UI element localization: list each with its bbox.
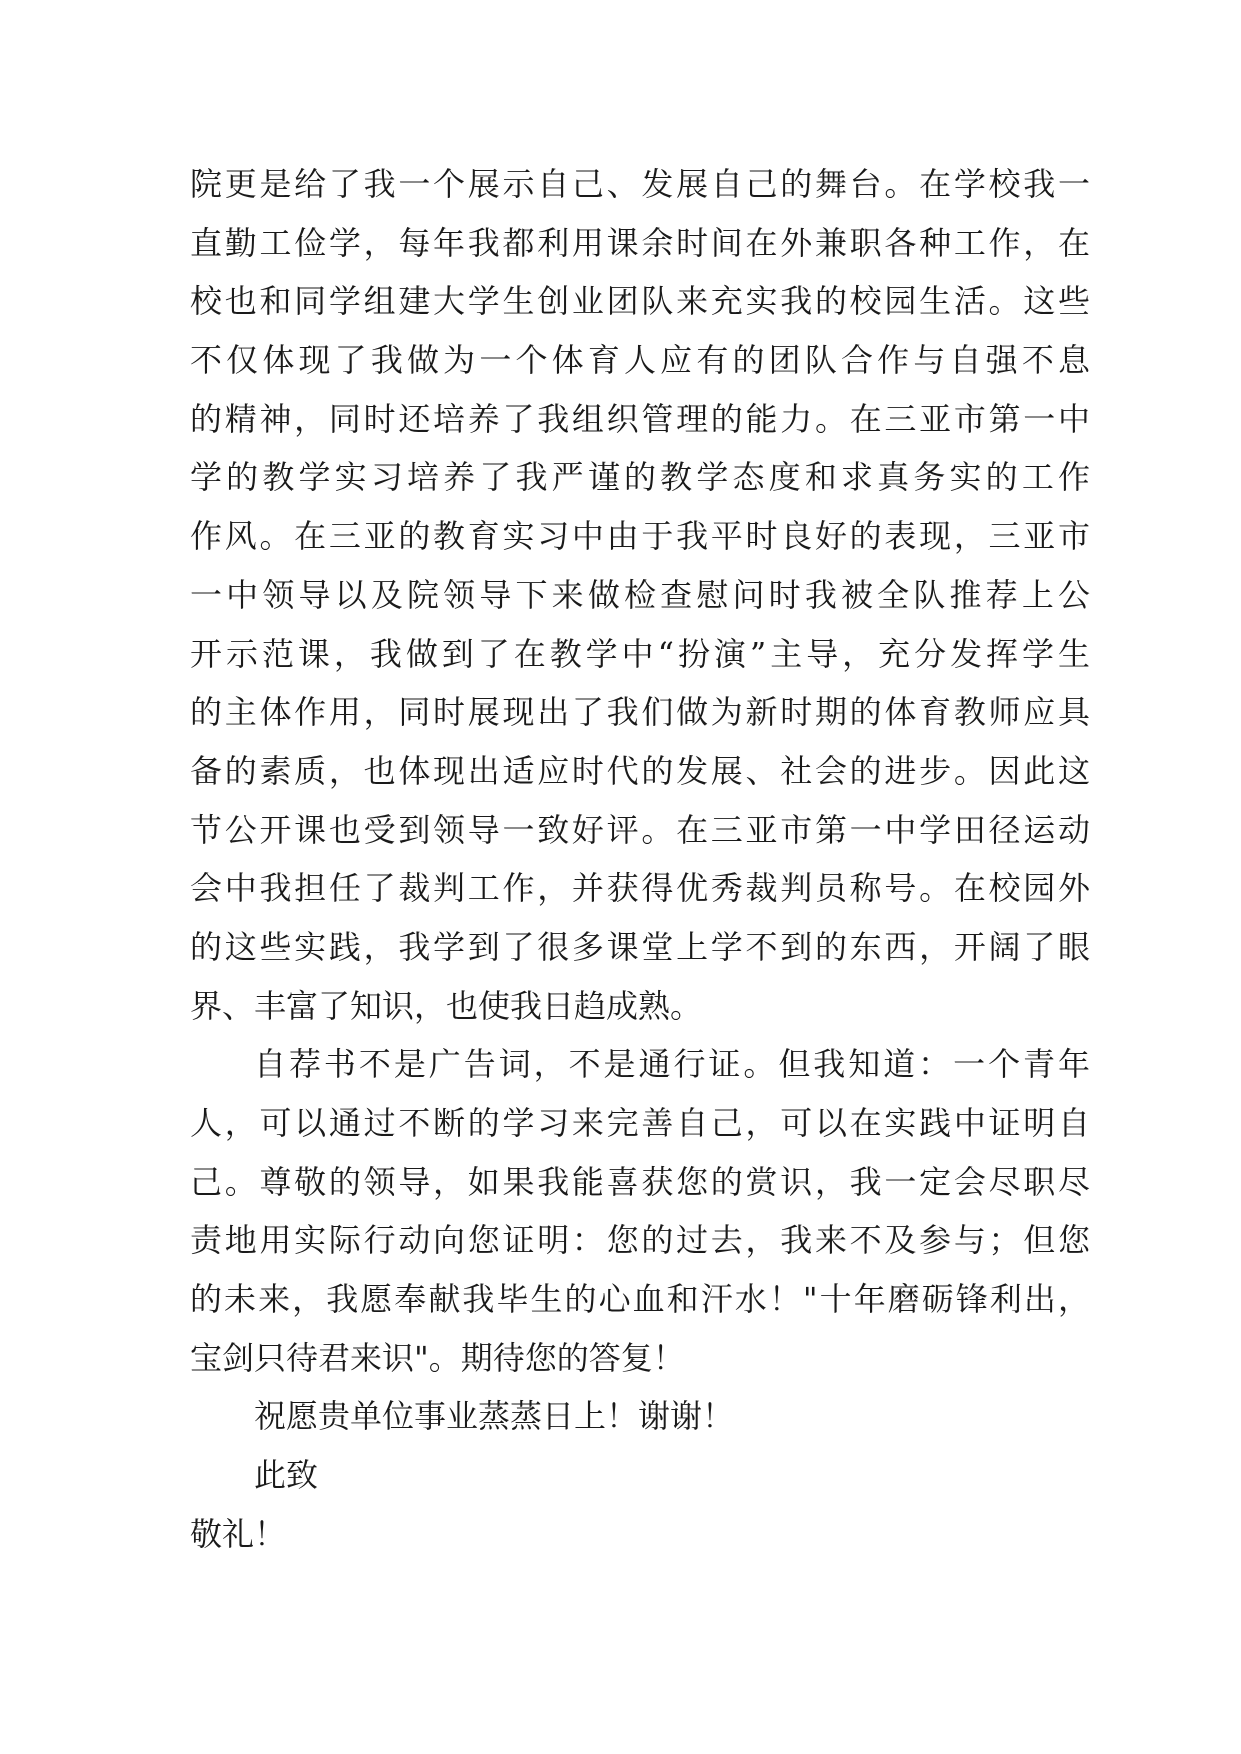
text-line: 己。尊敬的领导，如果我能喜获您的赏识，我一定会尽职尽	[190, 1162, 1090, 1201]
text-line: 人，可以通过不断的学习来完善自己，可以在实践中证明自	[190, 1104, 1090, 1142]
text-line: 作风。在三亚的教育实习中由于我平时良好的表现，三亚市	[190, 517, 1090, 556]
text-line: 自荐书不是广告词，不是通行证。但我知道：一个青年	[254, 1045, 1090, 1084]
text-line: 开示范课，我做到了在教学中“扮演”主导，充分发挥学生	[190, 634, 1090, 673]
text-line: 界、丰富了知识，也使我日趋成熟。	[190, 986, 703, 1025]
text-line: 宝剑只待君来识"。期待您的答复！	[190, 1338, 685, 1377]
text-line: 备的素质，也体现出适应时代的发展、社会的进步。因此这	[190, 751, 1090, 790]
paragraph-experience	[190, 155, 1090, 1035]
paragraph-self-recommendation	[190, 1035, 1090, 1387]
text-line: 学的教学实习培养了我严谨的教学态度和求真务实的工作	[190, 458, 1090, 497]
wishes-line: 祝愿贵单位事业蒸蒸日上！谢谢！	[254, 1397, 735, 1436]
text-line: 不仅体现了我做为一个体育人应有的团队合作与自强不息	[190, 341, 1090, 380]
text-line: 的未来，我愿奉献我毕生的心血和汗水！"十年磨砺锋利出，	[190, 1280, 1090, 1319]
text-line: 一中领导以及院领导下来做检查慰问时我被全队推荐上公	[190, 575, 1090, 614]
closing-line: 此致	[254, 1456, 319, 1495]
letter-body	[190, 155, 1090, 1564]
text-line: 直勤工俭学，每年我都利用课余时间在外兼职各种工作，在	[190, 223, 1090, 262]
text-line: 的主体作用，同时展现出了我们做为新时期的体育教师应具	[190, 693, 1090, 732]
text-line: 院更是给了我一个展示自己、发展自己的舞台。在学校我一	[190, 165, 1090, 203]
text-line: 的精神，同时还培养了我组织管理的能力。在三亚市第一中	[190, 399, 1090, 438]
salutation-line: 敬礼！	[190, 1514, 287, 1553]
text-line: 责地用实际行动向您证明：您的过去，我来不及参与；但您	[190, 1221, 1090, 1260]
text-line: 节公开课也受到领导一致好评。在三亚市第一中学田径运动	[190, 810, 1090, 849]
text-line: 会中我担任了裁判工作，并获得优秀裁判员称号。在校园外	[190, 869, 1090, 908]
text-line: 校也和同学组建大学生创业团队来充实我的校园生活。这些	[190, 282, 1090, 321]
text-line: 的这些实践，我学到了很多课堂上学不到的东西，开阔了眼	[190, 927, 1090, 966]
